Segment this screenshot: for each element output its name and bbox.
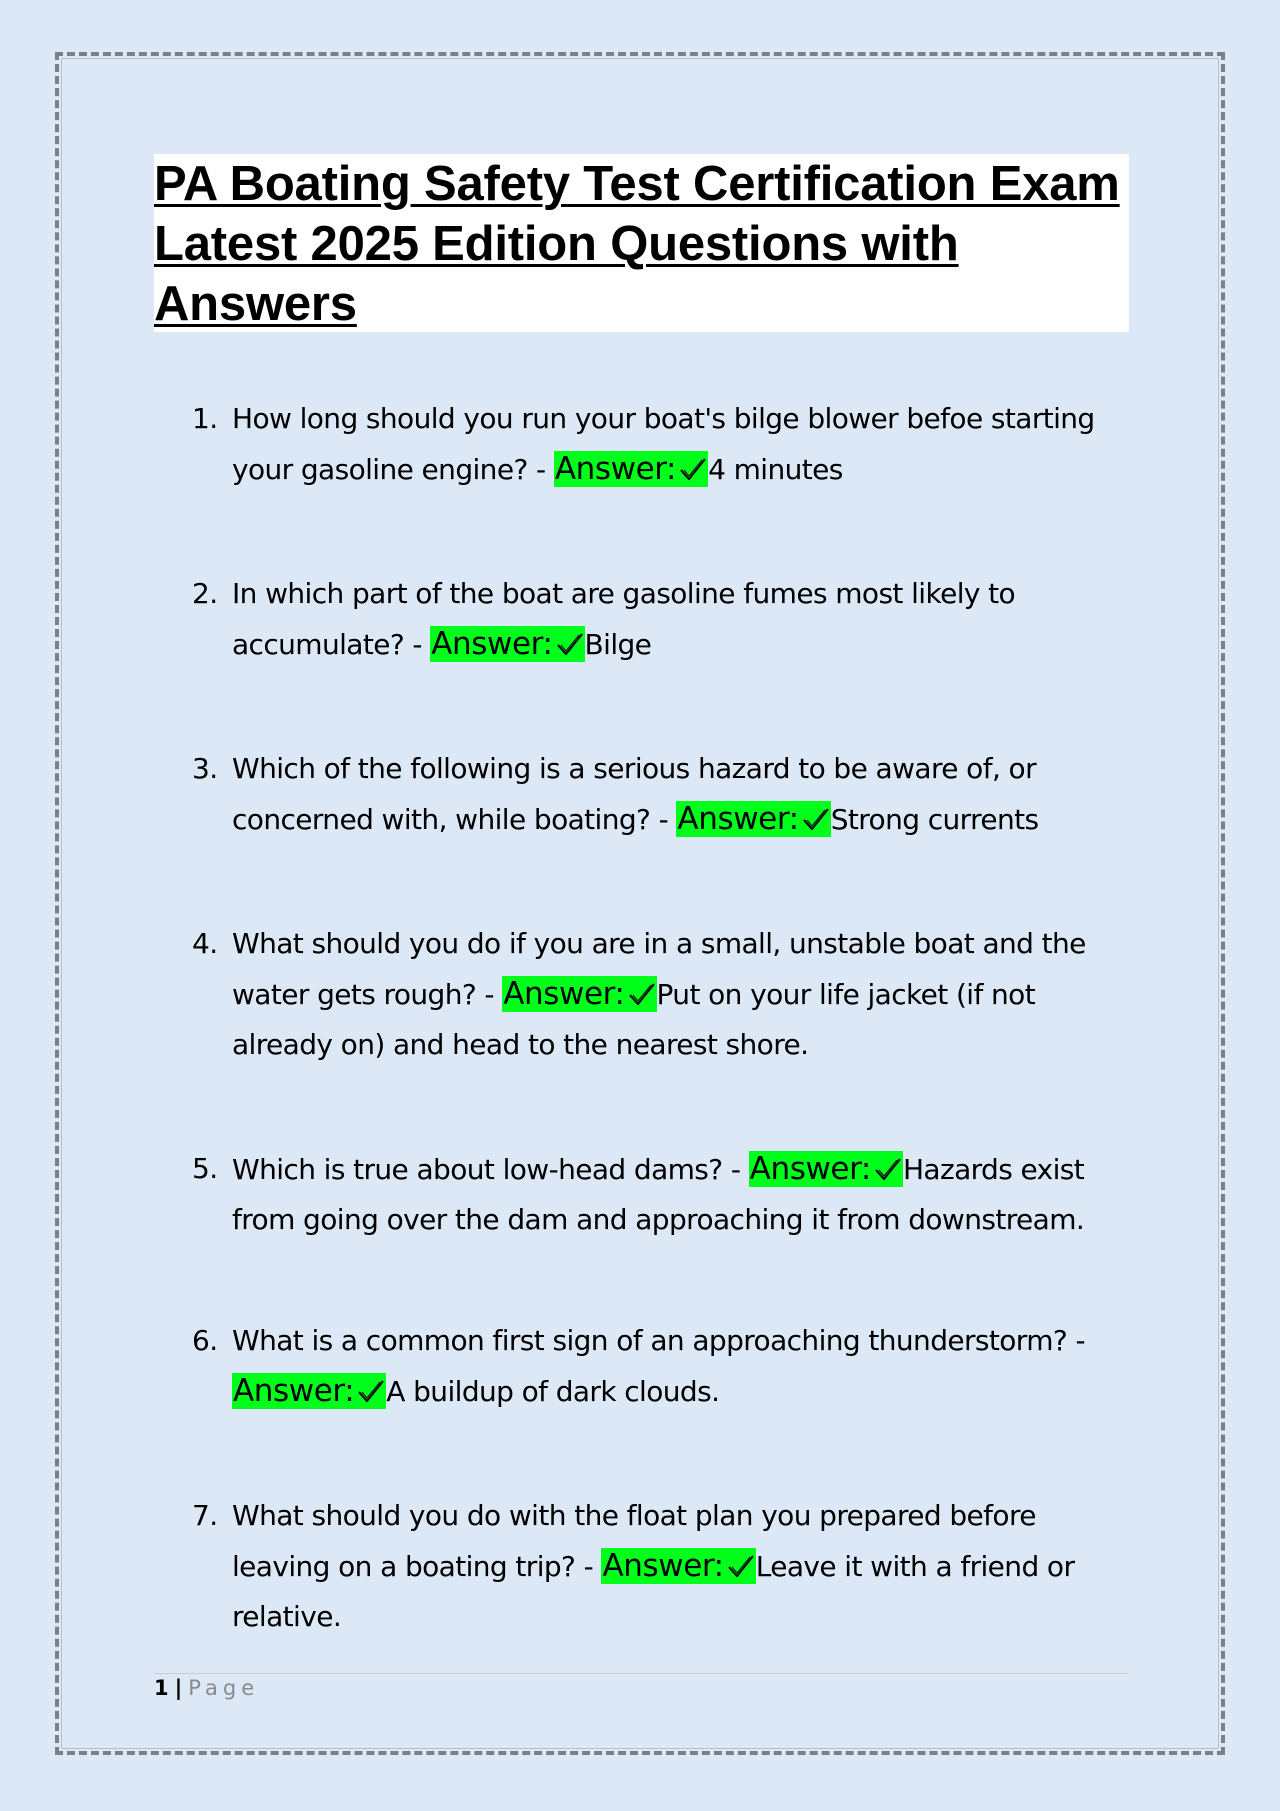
answer-label: Answer: <box>601 1548 755 1584</box>
answer-label: Answer: <box>430 626 584 662</box>
question-item <box>192 394 1122 495</box>
check-icon <box>357 1378 385 1404</box>
question-number: 6. <box>192 1324 218 1357</box>
answer-label: Answer: <box>232 1373 386 1409</box>
question-item <box>192 1491 1122 1642</box>
title-box <box>154 154 1129 332</box>
check-icon <box>874 1156 902 1182</box>
answer-text: Leave it with a friend or relative. <box>232 1550 1075 1633</box>
answer-label: Answer: <box>749 1151 903 1187</box>
question-item <box>192 744 1122 845</box>
answer-label: Answer: <box>676 801 830 837</box>
answer-text: Put on your life jacket (if not already on) and head to the nearest shore. <box>232 978 1036 1061</box>
footer-separator: | <box>174 1676 183 1700</box>
check-icon <box>679 456 707 482</box>
question-item <box>192 1144 1122 1245</box>
answer-text: A buildup of dark clouds. <box>386 1375 720 1408</box>
check-icon <box>556 631 584 657</box>
question-item <box>192 569 1122 670</box>
question-item <box>192 1316 1122 1417</box>
question-number: 4. <box>192 927 218 960</box>
question-text: How long should you run your boat's bilge blower befoe starting your gasoline engine? - <box>232 402 1095 486</box>
answer-text: Hazards exist from going over the dam and approaching it from downstream. <box>232 1153 1085 1236</box>
question-item <box>192 919 1122 1070</box>
question-text: What is a common first sign of an approaching thunderstorm? - <box>232 1324 1085 1357</box>
document-title: PA Boating Safety Test Certification Exam Latest 2025 Edition Questions with Answers <box>154 157 1120 331</box>
check-icon <box>727 1553 755 1579</box>
question-text: What should you do with the float plan you prepared before leaving on a boating trip? - <box>232 1499 1036 1583</box>
question-number: 1. <box>192 402 218 435</box>
page-number: 1 <box>154 1676 169 1700</box>
question-text: What should you do if you are in a small, unstable boat and the water gets rough? - <box>232 927 1086 1011</box>
answer-label: Answer: <box>554 451 708 487</box>
answer-text: 4 minutes <box>708 453 843 486</box>
question-number: 2. <box>192 577 218 610</box>
page-footer <box>154 1676 259 1700</box>
answer-text: Strong currents <box>830 803 1039 836</box>
question-text: Which of the following is a serious hazard to be aware of, or concerned with, while boating? - <box>232 752 1037 836</box>
footer-divider <box>154 1673 1129 1674</box>
page-label: Page <box>188 1676 260 1700</box>
check-icon <box>628 981 656 1007</box>
question-number: 5. <box>192 1152 218 1185</box>
question-text: Which is true about low-head dams? - <box>232 1153 741 1186</box>
question-number: 7. <box>192 1499 218 1532</box>
answer-text: Bilge <box>584 628 652 661</box>
question-number: 3. <box>192 752 218 785</box>
question-text: In which part of the boat are gasoline fumes most likely to accumulate? - <box>232 577 1016 661</box>
check-icon <box>802 806 830 832</box>
answer-label: Answer: <box>502 976 656 1012</box>
